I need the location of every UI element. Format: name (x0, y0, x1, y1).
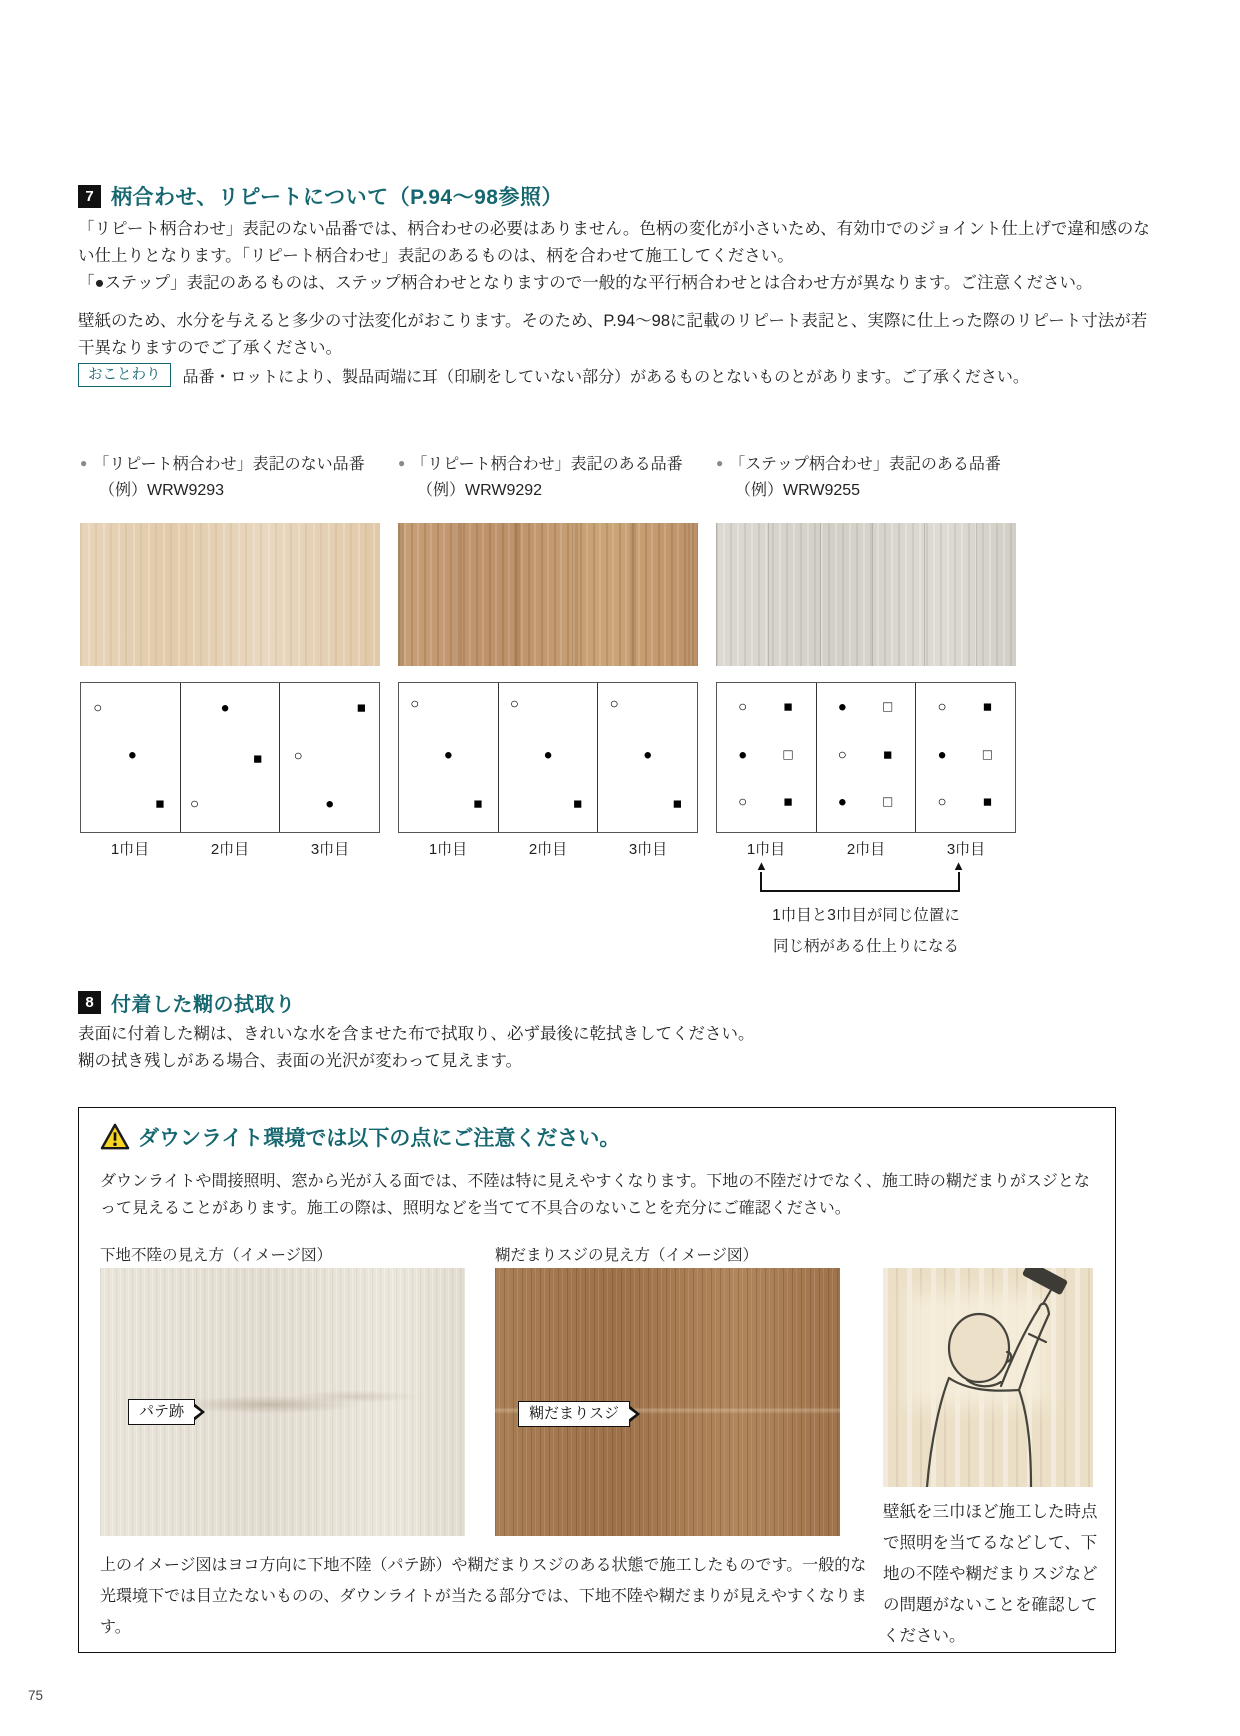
width-labels-col1 (80, 838, 380, 859)
diagram-panel: ○ ● ■ (609, 695, 682, 813)
warning-title: ダウンライト環境では以下の点にご注意ください。 (138, 1127, 621, 1150)
step-note-line1: 1巾目と3巾目が同じ位置に (772, 907, 960, 924)
arrow-up-icon: ▲ (952, 858, 965, 873)
diagram-panel: ○ ■ ● □ ○ ■ (937, 698, 992, 811)
column2-example: （例）WRW9292 (417, 482, 543, 499)
diagram-panel: ● □ ○ ■ ● □ (817, 683, 917, 832)
worker-with-roller-icon (883, 1268, 1093, 1487)
width-labels-col3 (716, 838, 1016, 859)
diagram-panel: ● ■ ○ (181, 683, 281, 832)
diagram-panel: ○ ■ ● □ ○ ■ (717, 683, 817, 832)
section7-number-badge: 7 (78, 185, 101, 208)
warning-bottom-right-text: 壁紙を三巾ほど施工した時点で照明を当てるなどして、下地の不陸や糊だまりスジなどの問題がないことを確認してください。 (883, 1503, 1098, 1645)
step-note-line2: 同じ柄がある仕上りになる (772, 938, 959, 955)
note-label-box: おことわり (78, 363, 171, 387)
caption-left: 下地不陸の見え方（イメージ図） (100, 1247, 333, 1264)
diagram-panel: ○ ● ■ (81, 683, 181, 832)
step-note (716, 900, 1016, 962)
page-number: 75 (28, 1688, 44, 1703)
column1-title: 「リピート柄合わせ」表記のない品番 (93, 456, 365, 473)
diagram-panel: ■ ○ ● (293, 699, 366, 813)
note-row (78, 363, 1029, 387)
worker-illustration (883, 1268, 1093, 1487)
width-label: 3巾目 (310, 841, 350, 858)
callout-glue-streak: 糊だまりスジ (518, 1401, 630, 1427)
section7-paragraph2: 壁紙のため、水分を与えると多少の寸法変化がおこります。そのため、P.94～98に記載のリピート表記と、実際に仕上った際のリピート寸法が若干異なりますのでご了承ください。 (78, 312, 1148, 357)
width-label: 2巾目 (210, 841, 250, 858)
diagram-panel: ○ ● ■ (399, 683, 499, 832)
column1-header (80, 450, 390, 504)
section7-heading (78, 181, 563, 211)
width-labels-col2 (398, 838, 698, 859)
section7-title: 柄合わせ、リピートについて（P.94～98参照） (111, 186, 563, 209)
repeat-diagram-none (80, 682, 380, 833)
section8-line1: 表面に付着した糊は、きれいな水を含ませた布で拭取り、必ず最後に乾拭きしてください。 (78, 1025, 755, 1043)
width-label: 2巾目 (528, 841, 568, 858)
column3-header (716, 450, 1026, 504)
column3-example: （例）WRW9255 (735, 482, 861, 499)
arrow-up-icon: ▲ (755, 858, 768, 873)
caption-mid: 糊だまりスジの見え方（イメージ図） (495, 1247, 759, 1264)
section8-heading (78, 988, 296, 1017)
width-label: 3巾目 (628, 841, 668, 858)
wallpaper-sample-wrw9292 (398, 523, 698, 666)
warning-triangle-icon (100, 1123, 130, 1151)
wallpaper-sample-wrw9293 (80, 523, 380, 666)
width-label: 1巾目 (110, 841, 150, 858)
width-label: 1巾目 (746, 841, 786, 858)
bullet-icon: ● (80, 456, 88, 470)
section8-paragraph (78, 1021, 1150, 1075)
repeat-diagram-step (716, 682, 1016, 833)
bullet-icon: ● (716, 456, 724, 470)
bullet-icon: ● (398, 456, 406, 470)
wallpaper-sample-wrw9255 (716, 523, 1016, 666)
column2-header (398, 450, 708, 504)
section7-paragraph1 (78, 216, 1150, 297)
width-label: 2巾目 (846, 841, 886, 858)
column2-title: 「リピート柄合わせ」表記のある品番 (411, 456, 683, 473)
warning-paragraph: ダウンライトや間接照明、窓から光が入る面では、不陸は特に見えやすくなります。下地の不陸だけでなく、施工時の糊だまりがスジとなって見えることがあります。施工の際は、照明などを当てて不具合のないことを充分にご確認ください。 (100, 1173, 1090, 1217)
diagram-panel: ○ ● ■ (499, 683, 599, 832)
column3-title: 「ステップ柄合わせ」表記のある品番 (729, 456, 1001, 473)
step-match-bracket (755, 858, 965, 892)
section8-title: 付着した糊の拭取り (111, 994, 296, 1016)
repeat-diagram-repeat (398, 682, 698, 833)
width-label: 3巾目 (946, 841, 986, 858)
paragraph1-text: 「リピート柄合わせ」表記のない品番では、柄合わせの必要はありません。色柄の変化が小さいため、有効巾でのジョイント仕上げで違和感のない仕上りとなります。「リピート柄合わせ」表記のあるものは、柄を合わせて施工してください。 (78, 220, 1150, 265)
note-text: 品番・ロットにより、製品両端に耳（印刷をしていない部分）があるものとないものとがあります。ご了承ください。 (182, 368, 1029, 386)
paragraph1-step-text: 「●ステップ」表記のあるものは、ステップ柄合わせとなりますので一般的な平行柄合わせとは合わせ方が異なります。ご注意ください。 (78, 274, 1093, 292)
section8-number-badge: 8 (78, 991, 101, 1014)
warning-heading (100, 1122, 620, 1152)
column1-example: （例）WRW9293 (99, 482, 225, 499)
width-label: 1巾目 (428, 841, 468, 858)
section8-line2: 糊の拭き残しがある場合、表面の光沢が変わって見えます。 (78, 1052, 523, 1070)
callout-putty: パテ跡 (128, 1399, 195, 1425)
warning-bottom-left-text: 上のイメージ図はヨコ方向に下地不陸（パテ跡）や糊だまりスジのある状態で施工したものです。一般的な光環境下では目立たないものの、ダウンライトが当たる部分では、下地不陸や糊だまりが見えやすくなります。 (100, 1557, 867, 1636)
